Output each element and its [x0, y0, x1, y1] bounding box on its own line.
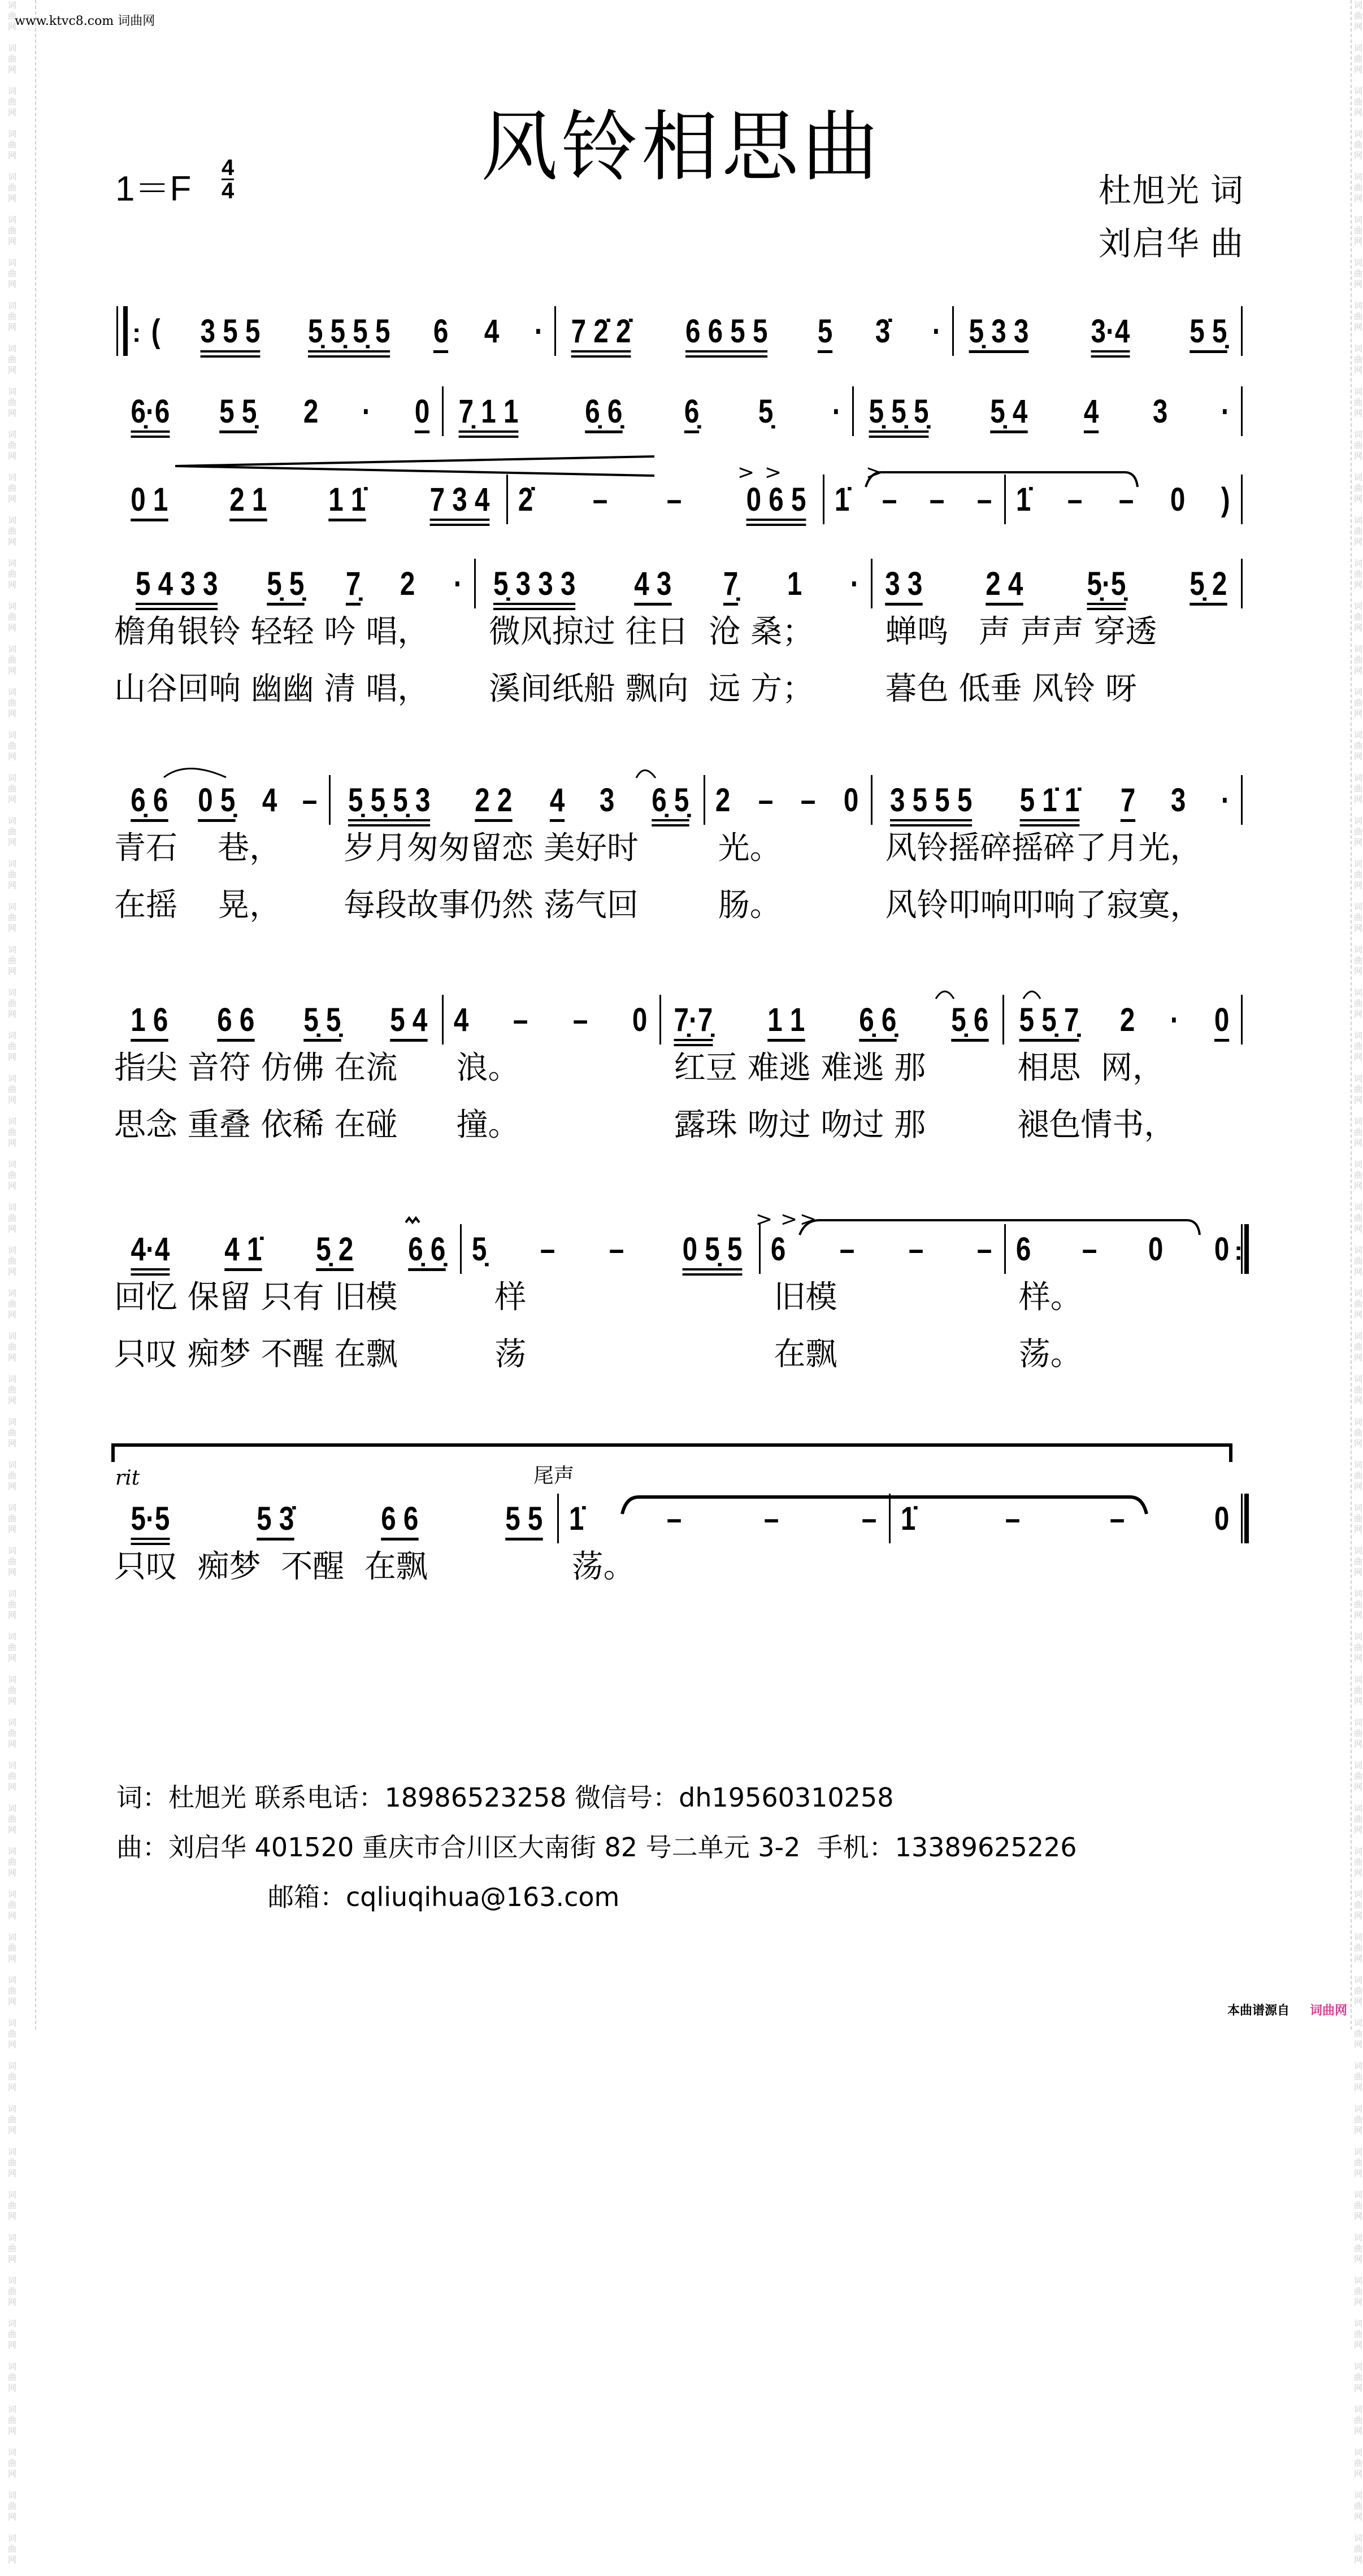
time-signature: [222, 157, 234, 202]
accent-mark: >: [800, 1208, 817, 1231]
note-group: 1: [787, 565, 802, 602]
lyric-verse-2: 肠。: [718, 887, 782, 924]
barline: [952, 306, 954, 356]
note-group: 7̣·7̣: [674, 1003, 713, 1046]
note-group: 2: [1119, 1002, 1135, 1038]
measure: [1002, 1003, 1241, 1048]
barline: [852, 386, 854, 436]
note-group: 2̇: [518, 481, 533, 518]
note-group: 1̇: [900, 1500, 915, 1537]
time-signature-bottom: 4: [222, 179, 235, 203]
footer-composer-contact: 曲：刘启华 401520 重庆市合川区大南街 82 号二单元 3-2 手机：13389625226: [116, 1832, 1077, 1863]
time-signature-top: 4: [222, 155, 235, 180]
note-group: 6̣·6: [131, 394, 170, 438]
crescendo-hairpin: [175, 456, 654, 476]
lyric-verse-1: 红豆 难逃 难逃 那: [674, 1050, 926, 1086]
lyric-verse-2: 思念 重叠 依稀 在碰: [114, 1107, 398, 1143]
note-group: –: [667, 481, 682, 518]
note-group: 0 5̣: [198, 783, 235, 822]
lyric-verse-2: 只叹 痴梦 不醒 在飘: [114, 1336, 398, 1373]
note-group: 0: [1214, 1003, 1229, 1042]
accent-mark: >: [737, 461, 755, 484]
note-group: 5̣ 5̣ 5̣ 3: [348, 783, 430, 826]
note-group: 5̣ 2: [316, 1232, 354, 1271]
note-group: 0 5̣ 5: [683, 1232, 743, 1276]
lyric-verse-1: 旧模: [774, 1279, 837, 1316]
note-group: (: [151, 313, 160, 350]
note-group: ·: [454, 565, 463, 602]
note-group: –: [666, 1500, 682, 1537]
note-group: 5̣ 3 3: [969, 314, 1029, 353]
measure: [1004, 1232, 1242, 1277]
barline: [474, 559, 476, 608]
note-group: 5 4: [390, 1003, 427, 1042]
note-group: 3·4: [1091, 314, 1130, 358]
lyric-verse-1: 蝉鸣 声 声声 穿透: [885, 613, 1157, 650]
note-group: 6: [433, 314, 448, 353]
note-group: –: [572, 1002, 588, 1038]
note-group: 5̣ 5̣ 5̣: [869, 394, 929, 438]
barline: [871, 775, 873, 825]
note-group: 5 5: [505, 1502, 542, 1541]
note-group: –: [977, 1231, 992, 1268]
note-group: –: [1082, 1231, 1097, 1268]
note-group: 5 4 3 3: [136, 567, 218, 610]
note-group: –: [302, 782, 318, 819]
note-group: 2: [303, 393, 319, 430]
note-group: ·: [362, 393, 371, 430]
note-group: 7̣ 1 1: [458, 394, 518, 438]
barline: [871, 559, 873, 608]
volta-bracket: [113, 1445, 1231, 1462]
lyric-verse-2: 在摇 晃，: [114, 887, 281, 924]
note-group: 7: [1121, 783, 1135, 822]
measure: [116, 783, 329, 828]
source-note-site[interactable]: 词曲网: [1310, 2003, 1348, 2017]
measure: [852, 394, 1241, 440]
repeat-sign: :: [132, 318, 141, 347]
note-group: 1 6: [131, 1003, 168, 1042]
measure: [889, 1502, 1242, 1547]
score-system: [114, 565, 1242, 707]
lyric-verse-2: 在飘: [774, 1336, 837, 1373]
note-group: 6̣: [684, 394, 699, 433]
note-group: –: [1067, 481, 1083, 518]
measure: [116, 314, 554, 359]
note-group: 0: [1214, 1500, 1230, 1537]
measure: [823, 482, 1004, 528]
score-system: [114, 1500, 1242, 1585]
measure: [474, 567, 871, 612]
note-group: ·: [932, 313, 941, 350]
note-group: 1̇: [568, 1500, 584, 1537]
note-group: –: [758, 782, 773, 819]
note-group: 4: [262, 782, 277, 819]
note-group: 3: [599, 782, 615, 819]
double-barline: [1244, 1494, 1249, 1543]
note-group: –: [801, 782, 816, 819]
lyric-verse-2: 荡。: [1018, 1336, 1082, 1373]
lyric-verse-2: 山谷回响 幽幽 清 唱，: [114, 671, 429, 707]
note-group: 0: [415, 394, 429, 433]
lyric-verse-1: 光。: [718, 830, 782, 867]
measure: [116, 1003, 442, 1048]
barline: [554, 306, 556, 356]
measure: [116, 567, 474, 612]
note-group: –: [977, 481, 992, 518]
note-group: 0: [844, 782, 859, 819]
barline: [704, 775, 705, 825]
barline: [889, 1494, 891, 1543]
slur-system6-a: [936, 991, 954, 999]
trill-mark: [406, 1218, 419, 1222]
note-group: 2 2: [475, 783, 513, 822]
barline: [1004, 475, 1006, 524]
note-group: 6̣ 6̣: [408, 1232, 445, 1271]
note-group: –: [609, 1231, 624, 1268]
measure: [460, 1232, 759, 1277]
note-group: 5 5̣: [1190, 314, 1227, 353]
lyric-verse-2: 露珠 吻过 吻过 那: [674, 1107, 926, 1143]
measure: [952, 314, 1241, 359]
note-group: ): [1221, 481, 1230, 518]
note-group: 2 4: [986, 567, 1023, 606]
note-group: 4: [453, 1002, 468, 1038]
note-group: 3̇: [875, 313, 891, 350]
note-group: 2: [715, 782, 731, 819]
barline: [329, 775, 331, 825]
note-group: 6̣ 5̣: [652, 783, 689, 826]
barline: [1241, 1494, 1243, 1543]
note-group: 0: [632, 1002, 648, 1038]
note-group: 5 5̣: [219, 394, 257, 433]
note-group: –: [592, 481, 608, 518]
right-margin-line: [1351, 0, 1352, 2030]
slur-system5-a: [164, 769, 226, 778]
note-group: –: [1005, 1500, 1021, 1537]
note-group: 0 1: [131, 482, 168, 521]
coda-label: 尾声: [533, 1464, 575, 1487]
note-group: 1̇: [834, 481, 850, 518]
lyric-verse-1: 微风掠过 往日 沧 桑；: [488, 613, 814, 650]
side-watermark-right: 词 曲 网 词 曲 网 词 曲 网 词 曲 网 词 曲 网 词 曲 网 词 曲 网 词 曲 网 词 曲 网 词 曲 网 词 曲 网 词 曲 网 词 曲 网 词 曲 网 词 曲 网 词 曲 网 词 曲 网 词 曲 网 词 曲 网 词 曲 网 词 曲 网 词 曲 网 词 曲 网 词 曲 网 词 曲 网 词 曲 网 词 曲 网 词 曲 网 词 曲 网 词 曲 网 词 曲 网 词 曲 网 词 曲 网 词 曲 网 词 曲 网 词 曲 网 词 曲 网 词 曲 网 词 曲 网 词 曲 网 词 曲 网 词 曲 网 词 曲 网 词 曲 网 词 曲 网 词 曲 网 词 曲 网 词 曲 网 词 曲 网 词 曲 网 词 曲 网 词 曲 网 词 曲 网 词 曲 网 词 曲 网 词 曲 网 词 曲 网 词 曲 网 词 曲 网 词 曲 网: [1354, 1, 1363, 2565]
note-group: 2 1: [229, 482, 267, 521]
note-group: 5̣ 4: [990, 394, 1027, 433]
note-group: ·: [1221, 782, 1230, 819]
note-group: 6 6: [217, 1003, 254, 1042]
footer-lyricist-contact: 词：杜旭光 联系电话：18986523258 微信号：dh19560310258: [116, 1782, 894, 1813]
lyric-verse-1: 檐角银铃 轻轻 吟 唱，: [114, 613, 429, 650]
note-group: 5·5: [131, 1502, 170, 1545]
site-header: www.ktvc8.com 词曲网: [15, 14, 155, 28]
lyric-verse-2: 荡: [474, 1336, 527, 1373]
measure: [116, 1232, 460, 1277]
barline: [1241, 775, 1243, 825]
note-group: –: [882, 481, 897, 518]
note-group: 1 1: [767, 1003, 805, 1042]
note-group: –: [540, 1231, 555, 1268]
measure: [506, 482, 822, 528]
lyric-verse-1: 青石 巷，: [114, 830, 281, 867]
barline: [442, 995, 444, 1045]
note-group: 6̣ 6: [131, 783, 168, 822]
note-group: 6̣ 6̣: [859, 1003, 896, 1042]
barline: [1002, 995, 1004, 1045]
note-group: 4: [550, 783, 565, 822]
note-group: 1 1̇: [328, 482, 366, 521]
note-group: 0 6 5: [746, 482, 806, 526]
note-group: –: [862, 1500, 877, 1537]
note-group: 6 6 5 5: [685, 314, 767, 358]
composer-credit: 刘启华 曲: [1098, 225, 1244, 262]
barline: [1241, 306, 1243, 356]
note-group: 3 5 5 5: [889, 783, 971, 826]
lyric-verse-2: 每段故事仍然 荡气回: [344, 887, 639, 924]
measure: [1004, 482, 1242, 528]
lyric-verse-1: 浪。: [456, 1050, 520, 1086]
note-group: 3: [1171, 782, 1186, 819]
note-group: 5 1̇ 1̇: [1020, 783, 1080, 826]
barline: [1241, 995, 1243, 1045]
lyric-verse-1: 指尖 音符 仿佛 在流: [114, 1050, 398, 1086]
measure: [557, 1502, 889, 1547]
barline: [1241, 559, 1243, 608]
measure: [759, 1232, 1004, 1277]
note-group: 5̣ 5̣: [267, 567, 304, 606]
slur-system6-b: [1023, 991, 1040, 999]
barline: [557, 1494, 559, 1543]
note-group: 4: [1084, 394, 1099, 433]
barline: [759, 1224, 761, 1274]
barline: [1241, 386, 1243, 436]
measure: [871, 783, 1242, 828]
note-group: 7̣: [346, 567, 361, 606]
song-title: 风铃相思曲: [481, 103, 882, 192]
barline: [659, 995, 661, 1045]
note-group: 7 2̇ 2̇: [571, 314, 631, 358]
barline: [1241, 475, 1243, 524]
note-group: 6: [1015, 1231, 1031, 1268]
note-group: ·: [534, 313, 544, 350]
side-watermark-left: 词 曲 网 词 曲 网 词 曲 网 词 曲 网 词 曲 网 词 曲 网 词 曲 网 词 曲 网 词 曲 网 词 曲 网 词 曲 网 词 曲 网 词 曲 网 词 曲 网 词 曲 网 词 曲 网 词 曲 网 词 曲 网 词 曲 网 词 曲 网 词 曲 网 词 曲 网 词 曲 网 词 曲 网 词 曲 网 词 曲 网 词 曲 网 词 曲 网 词 曲 网 词 曲 网 词 曲 网 词 曲 网 词 曲 网 词 曲 网 词 曲 网 词 曲 网 词 曲 网 词 曲 网 词 曲 网 词 曲 网 词 曲 网 词 曲 网 词 曲 网 词 曲 网 词 曲 网 词 曲 网 词 曲 网 词 曲 网 词 曲 网 词 曲 网 词 曲 网 词 曲 网 词 曲 网 词 曲 网 词 曲 网 词 曲 网 词 曲 网 词 曲 网 词 曲 网 词 曲 网: [8, 1, 17, 2565]
source-note-label: 本曲谱源自: [1227, 2003, 1290, 2017]
note-group: ·: [832, 393, 841, 430]
key-signature: 1＝F: [115, 169, 192, 208]
note-group: 3 3: [885, 567, 922, 606]
note-group: 1̇: [1015, 481, 1031, 518]
barline: [442, 386, 444, 436]
note-group: 0: [1214, 1231, 1230, 1268]
lyricist-credit: 杜旭光 词: [1098, 172, 1244, 209]
lyric-verse-2: 风铃叩响叩响了寂寞，: [885, 887, 1202, 924]
measure: [442, 394, 853, 440]
double-barline: [123, 306, 128, 356]
measure: [554, 314, 952, 359]
barline: [460, 1224, 462, 1274]
note-group: 4 1̇: [224, 1232, 262, 1271]
measure: [871, 567, 1242, 612]
measure: [329, 783, 704, 828]
note-group: 6 6: [381, 1502, 418, 1541]
left-margin-line: [35, 0, 36, 2030]
note-group: 6: [771, 1231, 786, 1268]
lyric-verse-2: 暮色 低垂 风铃 呀: [885, 671, 1137, 707]
note-group: 5̣ 6: [951, 1003, 988, 1042]
measure: [116, 394, 442, 440]
accent-mark: >: [866, 461, 883, 484]
note-group: –: [839, 1231, 855, 1268]
note-group: 5̣: [471, 1231, 487, 1268]
measure: [704, 783, 871, 828]
note-group: –: [764, 1500, 779, 1537]
barline: [1004, 1224, 1006, 1274]
note-group: –: [908, 1231, 924, 1268]
lyric-verse-1: 样: [474, 1279, 527, 1316]
note-group: –: [930, 481, 945, 518]
note-group: 5̣ 3 3 3: [493, 567, 575, 610]
note-group: ·: [1170, 1002, 1179, 1038]
lyric-verse-1: 只叹 痴梦 不醒 在飘: [114, 1548, 428, 1585]
measure: [116, 1502, 557, 1547]
lyric-verse-2: 褪色情书，: [1017, 1107, 1176, 1143]
note-group: –: [1118, 481, 1134, 518]
barline: [506, 475, 508, 524]
note-group: 5̣ 2: [1190, 567, 1227, 606]
note-group: 4 3: [634, 567, 671, 606]
note-group: 5: [818, 314, 832, 353]
double-barline: [1244, 1224, 1249, 1274]
note-group: 4: [484, 313, 500, 350]
score-system: [116, 394, 1242, 440]
note-group: 7̣: [723, 567, 738, 606]
score-system: [116, 482, 1242, 528]
lyric-verse-1: 回忆 保留 只有 旧模: [114, 1279, 398, 1316]
note-group: 5 5̣ 7̣: [1019, 1003, 1079, 1042]
note-group: ·: [1221, 393, 1230, 430]
score-system: [114, 1231, 1242, 1373]
lyric-verse-2: 撞。: [456, 1107, 520, 1143]
note-group: 5 3̇: [257, 1502, 294, 1541]
note-group: 0: [1148, 1231, 1164, 1268]
lyric-verse-2: 溪间纸船 飘向 远 方；: [488, 671, 814, 707]
measure: [442, 1003, 659, 1048]
accent-mark: >: [765, 461, 782, 484]
barline: [116, 306, 118, 356]
lyric-verse-1: 相思 网，: [1017, 1050, 1165, 1086]
note-group: 4·4: [131, 1232, 170, 1276]
note-group: 5̣ 5̣ 5̣ 5: [308, 314, 390, 358]
note-group: 5̣·5̣: [1087, 567, 1126, 610]
note-group: 7 3 4: [430, 482, 490, 526]
repeat-sign: :: [1234, 1236, 1243, 1265]
barline: [823, 475, 824, 524]
note-group: 3 5 5: [200, 314, 260, 358]
note-group: ·: [850, 565, 860, 602]
lyric-verse-1: 风铃摇碎摇碎了月光，: [885, 830, 1202, 867]
note-group: 5̣: [758, 393, 774, 430]
accent-mark: >: [780, 1208, 798, 1231]
footer-email: 邮箱：cqliuqihua@163.com: [268, 1882, 620, 1912]
score-system: [114, 782, 1242, 924]
note-group: –: [513, 1002, 528, 1038]
score-system: [116, 314, 1242, 359]
slur-system5-b: [636, 771, 656, 778]
note-group: 3: [1153, 393, 1168, 430]
note-group: 5̣ 5̣: [303, 1003, 341, 1042]
note-group: 2: [400, 565, 415, 602]
score-system: [114, 1002, 1242, 1143]
measure: [116, 482, 506, 528]
note-group: 0: [1170, 481, 1186, 518]
note-group: 6̣ 6̣: [585, 394, 622, 433]
lyric-verse-1: 岁月匆匆留恋 美好时: [344, 830, 639, 867]
lyric-verse-1: 样。: [1018, 1279, 1082, 1316]
measure: [659, 1003, 1003, 1048]
lyric-verse-1: 荡。: [571, 1548, 635, 1585]
accent-mark: >: [756, 1208, 773, 1231]
note-group: –: [1109, 1500, 1125, 1537]
rit-marking: rit: [115, 1467, 140, 1490]
